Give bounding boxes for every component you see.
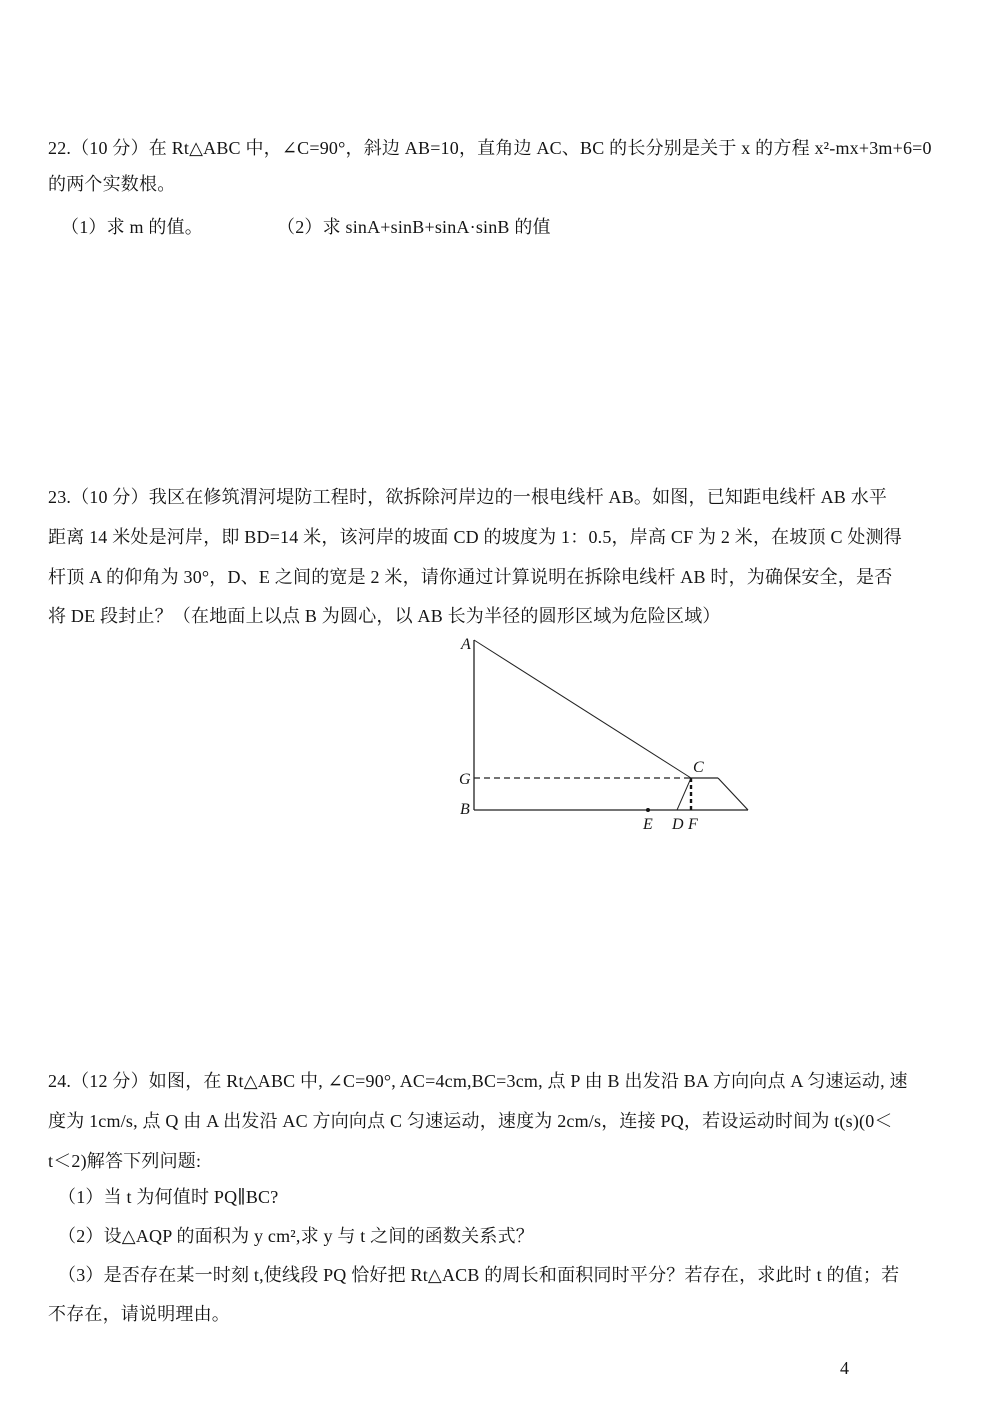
figure-label-g: G	[459, 771, 471, 788]
problem-22-question-1: （1）求 m 的值。	[61, 217, 204, 237]
slope-line-dc	[677, 778, 691, 810]
problem-23-line-4: 将 DE 段封止？（在地面上以点 B 为圆心，以 AB 长为半径的圆形区域为危险区域）	[48, 606, 721, 626]
figure-label-f: F	[688, 816, 698, 833]
figure-label-c: C	[693, 759, 704, 776]
problem-24-line-2: 度为 1cm/s, 点 Q 由 A 出发沿 AC 方向向点 C 匀速运动，速度为 2cm/s，连接 PQ，若设运动时间为 t(s)(0＜	[48, 1111, 893, 1131]
page-number: 4	[840, 1358, 849, 1378]
problem-24-question-3-line-2: 不存在，请说明理由。	[48, 1304, 230, 1324]
problem-22-line-2: 的两个实数根。	[48, 174, 176, 194]
point-e-dot	[646, 808, 650, 812]
figure-label-e: E	[643, 816, 653, 833]
problem-24-question-3-line-1: （3）是否存在某一时刻 t,使线段 PQ 恰好把 Rt△ACB 的周长和面积同时平分？若存在，求此时 t 的值；若	[58, 1265, 900, 1285]
problem-23-figure	[450, 625, 770, 840]
bank-slope-line	[718, 778, 748, 810]
problem-22-line-1: 22.（10 分）在 Rt△ABC 中，∠C=90°，斜边 AB=10，直角边 AC、BC 的长分别是关于 x 的方程 x²-mx+3m+6=0	[48, 138, 932, 158]
figure-label-d: D	[672, 816, 684, 833]
figure-svg	[450, 625, 770, 840]
problem-24-line-1: 24.（12 分）如图，在 Rt△ABC 中, ∠C=90°, AC=4cm,BC=3cm, 点 P 由 B 出发沿 BA 方向向点 A 匀速运动, 速	[48, 1071, 908, 1091]
problem-23-line-1: 23.（10 分）我区在修筑渭河堤防工程时，欲拆除河岸边的一根电线杆 AB。如图，已知距电线杆 AB 水平	[48, 487, 888, 507]
sight-line-ac	[474, 640, 691, 778]
problem-24-question-2: （2）设△AQP 的面积为 y cm²,求 y 与 t 之间的函数关系式？	[58, 1226, 534, 1246]
problem-24-line-3: t＜2)解答下列问题:	[48, 1151, 202, 1171]
figure-label-a: A	[461, 636, 471, 653]
problem-23-line-2: 距离 14 米处是河岸，即 BD=14 米，该河岸的坡面 CD 的坡度为 1：0.5，岸高 CF 为 2 米，在坡顶 C 处测得	[48, 527, 902, 547]
problem-22-question-2: （2）求 sinA+sinB+sinA·sinB 的值	[277, 217, 551, 237]
figure-label-b: B	[460, 801, 470, 818]
problem-24-question-1: （1）当 t 为何值时 PQ∥BC?	[58, 1187, 279, 1207]
problem-23-line-3: 杆顶 A 的仰角为 30°，D、E 之间的宽是 2 米，请你通过计算说明在拆除电线杆 AB 时，为确保安全，是否	[48, 567, 893, 587]
